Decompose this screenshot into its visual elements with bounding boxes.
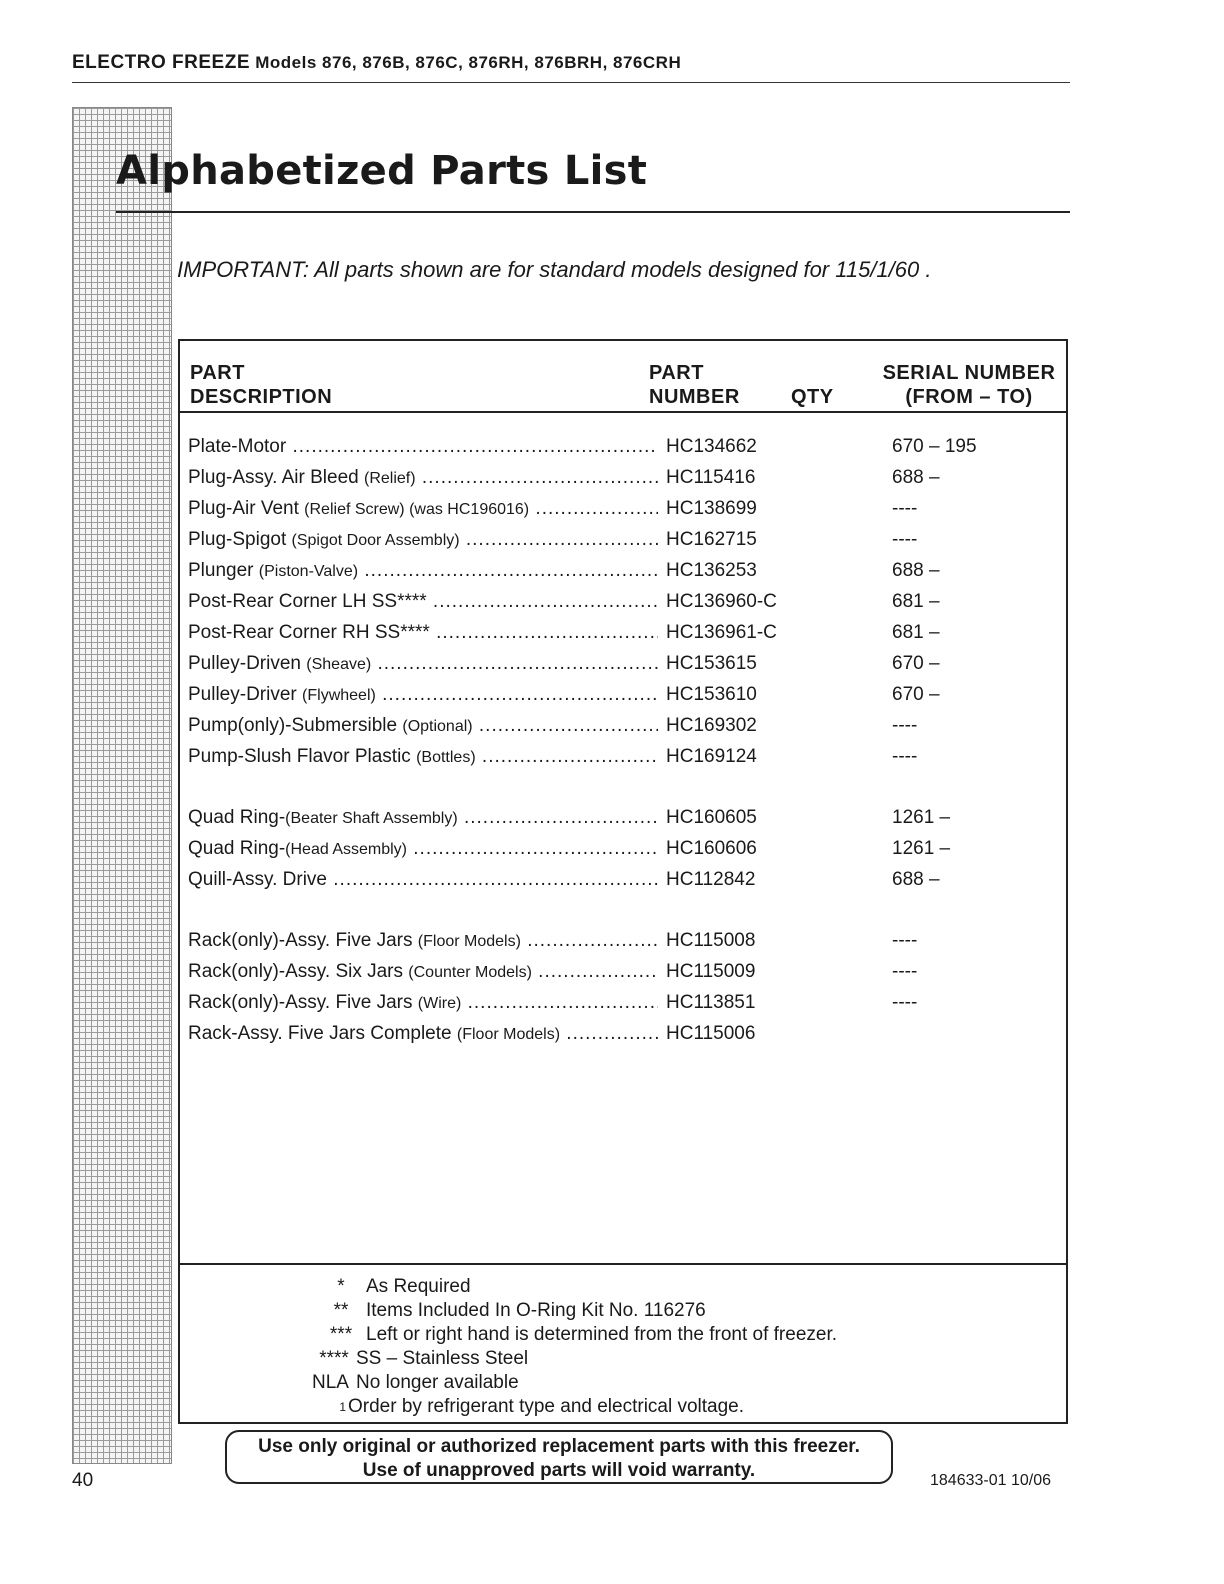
serial-range: ---- <box>890 526 1062 554</box>
part-description <box>188 989 658 1018</box>
serial-range: 670 – <box>890 650 1062 678</box>
part-description <box>188 958 658 987</box>
part-note: (Wire) <box>417 995 462 1012</box>
part-number: HC115416 <box>664 464 766 492</box>
important-note: IMPORTANT: All parts shown are for standard models designed for 115/1/60 . <box>177 257 932 282</box>
table-row <box>188 433 1058 461</box>
parts-table <box>178 339 1068 1424</box>
footnote <box>316 1275 837 1299</box>
part-description <box>188 557 658 586</box>
footnote-symbol: * <box>337 1276 345 1297</box>
part-note: (Piston-Valve) <box>258 563 359 580</box>
part-description <box>188 650 658 679</box>
part-name: Pulley-Driven <box>188 653 307 674</box>
column-header-line: PART <box>649 362 704 384</box>
part-note: (Spigot Door Assembly) <box>291 532 460 549</box>
part-name: Plug-Assy. Air Bleed <box>188 467 365 488</box>
header-rule <box>180 411 1066 413</box>
part-name: Pump-Slush Flavor Plastic <box>188 746 417 767</box>
title-divider <box>116 211 1070 213</box>
part-note: (Relief) <box>364 470 416 487</box>
part-name: Post-Rear Corner RH SS**** <box>188 622 430 643</box>
part-description <box>188 712 658 741</box>
part-description <box>188 588 658 617</box>
serial-range: ---- <box>890 989 1062 1017</box>
serial-range: ---- <box>890 743 1062 771</box>
table-row <box>188 743 1058 771</box>
part-name: Rack(only)-Assy. Six Jars <box>188 961 409 982</box>
footnote-text: Items Included In O-Ring Kit No. 116276 <box>366 1300 706 1321</box>
column-header-qty: QTY <box>791 386 834 408</box>
table-row <box>188 989 1058 1017</box>
serial-range: 688 – <box>890 464 1062 492</box>
serial-range: 681 – <box>890 588 1062 616</box>
table-row <box>188 866 1058 894</box>
serial-range: 670 – 195 <box>890 433 1062 461</box>
part-description <box>188 433 658 462</box>
part-number: HC136961-C <box>664 619 766 647</box>
part-number: HC134662 <box>664 433 766 461</box>
part-description <box>188 681 658 710</box>
part-note: (Relief Screw) (was HC196016) <box>304 501 530 518</box>
footnote <box>316 1299 837 1323</box>
part-number: HC162715 <box>664 526 766 554</box>
part-description <box>188 804 658 833</box>
part-description <box>188 619 658 648</box>
part-number: HC136960-C <box>664 588 766 616</box>
part-number: HC160605 <box>664 804 766 832</box>
part-description <box>188 743 658 772</box>
footnote-symbol: ** <box>333 1300 349 1321</box>
part-number: HC115009 <box>664 958 766 986</box>
part-name: Plunger <box>188 560 259 581</box>
part-number: HC138699 <box>664 495 766 523</box>
column-header-line: SERIAL NUMBER <box>882 362 1056 384</box>
footnote-text: Order by refrigerant type and electrical voltage. <box>348 1396 745 1417</box>
part-name: Post-Rear Corner LH SS**** <box>188 591 427 612</box>
table-row <box>188 1020 1058 1048</box>
serial-range: 1261 – <box>890 804 1062 832</box>
table-row <box>188 464 1058 492</box>
page-header <box>72 52 681 74</box>
table-row <box>188 927 1058 955</box>
footnotes <box>312 1275 838 1419</box>
part-number: HC169124 <box>664 743 766 771</box>
table-row <box>188 650 1058 678</box>
footnote-symbol: *** <box>329 1324 353 1345</box>
part-name: Plug-Spigot <box>188 529 292 550</box>
part-note: (Floor Models) <box>417 933 521 950</box>
footnote-symbol: **** <box>319 1348 349 1369</box>
footnote-symbol: 1 <box>339 1400 346 1414</box>
part-note: (Bottles) <box>416 749 476 766</box>
part-description <box>188 866 658 895</box>
column-header-serial <box>876 361 1062 409</box>
part-name: Pulley-Driver <box>188 684 303 705</box>
part-name: Quad Ring- <box>188 807 286 828</box>
part-description <box>188 464 658 493</box>
page-title: Alphabetized Parts List <box>116 148 648 194</box>
warranty-warning <box>225 1430 893 1484</box>
part-name: Rack(only)-Assy. Five Jars <box>188 992 418 1013</box>
part-name: Pump(only)-Submersible <box>188 715 403 736</box>
column-header-description <box>190 361 332 409</box>
table-row <box>188 681 1058 709</box>
part-number: HC153615 <box>664 650 766 678</box>
header-divider <box>72 82 1070 83</box>
footnote <box>312 1371 837 1395</box>
part-note: (Counter Models) <box>408 964 532 981</box>
serial-range: ---- <box>890 927 1062 955</box>
serial-range: 1261 – <box>890 835 1062 863</box>
table-row <box>188 526 1058 554</box>
footnote-text: No longer available <box>356 1372 519 1393</box>
footnote <box>312 1347 837 1371</box>
table-row <box>188 495 1058 523</box>
part-description <box>188 1020 658 1049</box>
table-row <box>188 804 1058 832</box>
serial-range: ---- <box>890 958 1062 986</box>
footnote <box>316 1395 837 1419</box>
table-row <box>188 588 1058 616</box>
part-description <box>188 835 658 864</box>
part-name: Plate-Motor <box>188 436 287 457</box>
column-header-line: NUMBER <box>649 386 740 408</box>
decorative-grid-strip <box>72 107 172 1464</box>
footnote-symbol: NLA <box>312 1372 349 1393</box>
footnote-divider <box>180 1263 1066 1265</box>
part-note: (Head Assembly) <box>285 841 407 858</box>
serial-range: ---- <box>890 495 1062 523</box>
part-name: Rack(only)-Assy. Five Jars <box>188 930 418 951</box>
warning-line: Use only original or authorized replacement parts with this freezer. <box>258 1436 860 1457</box>
part-number: HC112842 <box>664 866 766 894</box>
part-number: HC115008 <box>664 927 766 955</box>
part-number: HC115006 <box>664 1020 766 1048</box>
part-name: Plug-Air Vent <box>188 498 305 519</box>
column-header-line: PART <box>190 362 245 384</box>
column-header-part-number <box>649 361 740 409</box>
part-description <box>188 526 658 555</box>
footnote-text: As Required <box>366 1276 471 1297</box>
part-number: HC153610 <box>664 681 766 709</box>
part-note: (Optional) <box>402 718 473 735</box>
serial-range: 688 – <box>890 866 1062 894</box>
table-row <box>188 958 1058 986</box>
part-number: HC160606 <box>664 835 766 863</box>
part-note: (Beater Shaft Assembly) <box>285 810 458 827</box>
serial-range: ---- <box>890 712 1062 740</box>
column-header-line: (FROM – TO) <box>905 386 1033 408</box>
part-description <box>188 927 658 956</box>
serial-range: 688 – <box>890 557 1062 585</box>
part-note: (Floor Models) <box>456 1026 561 1043</box>
table-row <box>188 835 1058 863</box>
column-header-line: DESCRIPTION <box>190 386 333 408</box>
serial-range: 681 – <box>890 619 1062 647</box>
table-row <box>188 619 1058 647</box>
part-number: HC136253 <box>664 557 766 585</box>
part-name: Rack-Assy. Five Jars Complete <box>188 1023 457 1044</box>
document-code: 184633-01 10/06 <box>930 1472 1051 1489</box>
part-number: HC113851 <box>664 989 766 1017</box>
footnote <box>316 1323 837 1347</box>
model-list: Models 876, 876B, 876C, 876RH, 876BRH, 876CRH <box>255 53 682 72</box>
footnote-text: SS – Stainless Steel <box>356 1348 529 1369</box>
page-number: 40 <box>72 1470 94 1491</box>
footnote-text: Left or right hand is determined from the front of freezer. <box>366 1324 838 1345</box>
part-number: HC169302 <box>664 712 766 740</box>
warning-line: Use of unapproved parts will void warranty. <box>362 1460 756 1481</box>
serial-range: 670 – <box>890 681 1062 709</box>
part-name: Quad Ring- <box>188 838 286 859</box>
brand-name: ELECTRO FREEZE <box>72 52 251 73</box>
table-row <box>188 712 1058 740</box>
table-row <box>188 557 1058 585</box>
part-note: (Sheave) <box>306 656 372 673</box>
part-note: (Flywheel) <box>302 687 376 704</box>
part-name: Quill-Assy. Drive <box>188 869 327 890</box>
part-description <box>188 495 658 524</box>
